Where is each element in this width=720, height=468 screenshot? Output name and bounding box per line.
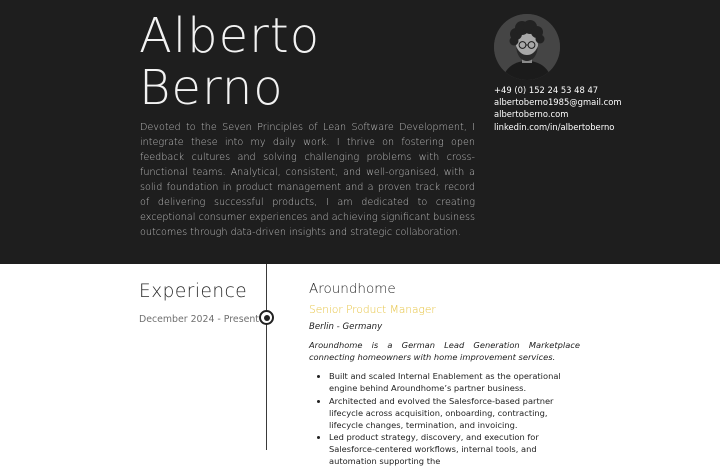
avatar [494,14,560,80]
list-item: • Architected and evolved the Salesforce-based partner lifecycle across acquisition, onboarding, contracting, lifecycle changes, termination, and invoicing. [329,395,580,431]
contact-info [494,84,621,133]
last-name: Berno [139,60,284,116]
profile-photo-icon [494,14,560,80]
contact-website[interactable]: albertoberno.com [494,109,569,120]
contact-linkedin[interactable]: linkedin.com/in/albertoberno [494,121,615,132]
section-title: Experience [139,281,248,302]
timeline-dot-icon [259,310,274,325]
profile-name [139,10,320,114]
first-name: Alberto [139,8,321,64]
profile-summary: Devoted to the Seven Principles of Lean Software Development, I integrate these into my daily work. I thrive on fostering open feedback cultures and solving challenging problems with cross-functional teams. Analytical, consistent, and well-organised, with a solid foundation in product management and a proven track record of delivering successful products, I am dedicated to creating exceptional consumer experiences and achieving significant business outcomes through data-driven insights and strategic collaboration. [140,122,475,238]
timeline-line [266,264,267,450]
experience-date-range: December 2024 - Present [139,314,259,325]
experience-location: Berlin - Germany [309,322,383,332]
experience-role: Senior Product Manager [309,304,436,316]
list-item: • Built and scaled Internal Enablement as the operational engine behind Aroundhome’s partner business. [329,370,580,394]
experience-bullet-list [309,370,580,468]
contact-phone[interactable]: +49 (0) 152 24 53 48 47 [494,85,599,95]
experience-company: Aroundhome [309,281,396,297]
list-item: • Led product strategy, discovery, and execution for Salesforce-centered workflows, internal tools, and automation supporting the [329,431,580,467]
experience-company-description: Aroundhome is a German Lead Generation Marketplace connecting homeowners with home improvement services. [309,340,580,362]
contact-email[interactable]: albertoberno1985@gmail.com [494,97,622,108]
